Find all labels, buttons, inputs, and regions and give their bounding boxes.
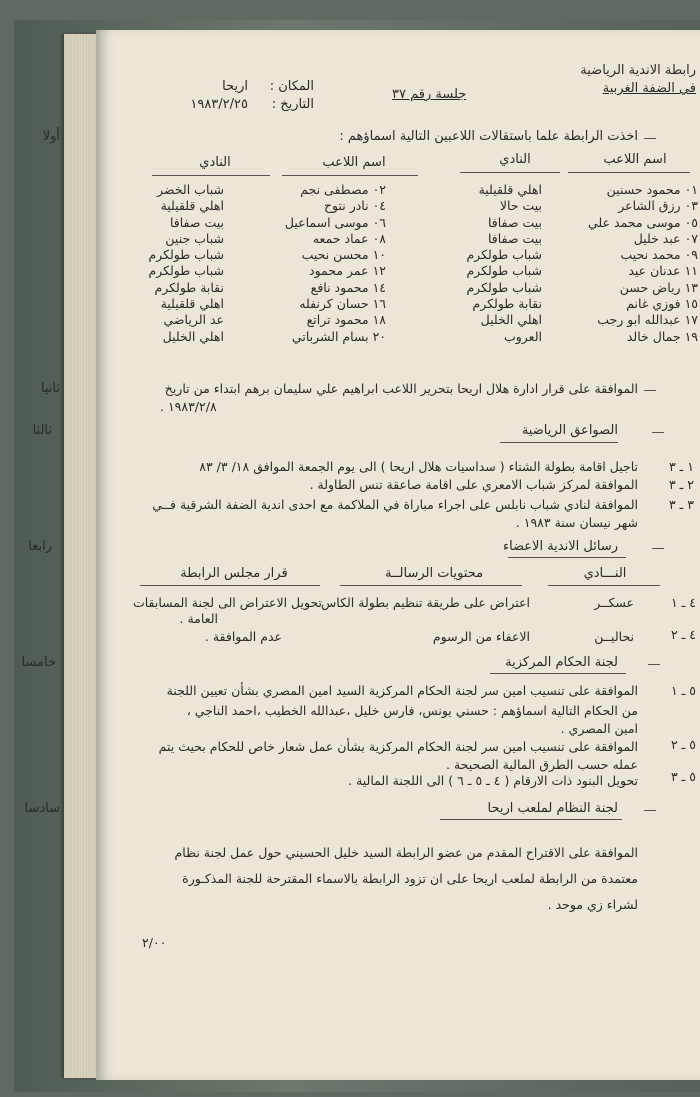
item-text: الموافقة لمركز شباب الامعري على اقامة صاعقة تنس الطاولة . [309, 477, 638, 492]
club-name: نقابة طولكرم [472, 296, 542, 312]
row-club: نحاليــن [594, 629, 634, 644]
row-decision-cont: العامة . [179, 611, 218, 626]
item-text: امين المصري . [560, 721, 638, 736]
player-name: ٢٠ بسام الشرباتي [291, 328, 386, 344]
section-1-number: أولا [42, 129, 60, 144]
col-rule [460, 172, 560, 173]
player-name: ١٥ فوزي غانم [626, 296, 698, 312]
section-dash [648, 664, 660, 665]
club-name: شباب طولكرم [148, 263, 224, 279]
club-name: اهلي الخليل [162, 328, 224, 344]
item-number: ٥ ـ ٢ [670, 737, 696, 752]
player-name: ٠٦ موسى اسماعيل [284, 214, 386, 230]
player-name: ١٢ عمر محمود [309, 263, 386, 279]
col-rule [568, 172, 690, 173]
section-1-title: اخذت الرابطة علما باستقالات اللاعبين التالية اسماؤهم : [339, 129, 638, 144]
section-3-number: ثالثا [32, 423, 52, 438]
place-value: اريحا [222, 79, 248, 94]
section-3-title: الصواعق الرياضية [521, 423, 618, 438]
section-6-line-2: معتمدة من الرابطة لملعب اريحا على ان تزود الرابطة بالاسماء المقترحة للجنة المذكـورة [182, 871, 638, 886]
col-rule [140, 585, 320, 586]
col-club-header: النـــادي [583, 566, 627, 581]
section-dash [644, 390, 656, 391]
title-underline [440, 819, 622, 820]
page-edges [64, 34, 100, 1078]
club-name: بيت صفافا [487, 230, 542, 246]
club-name: العروب [503, 328, 542, 344]
col-rule [548, 585, 660, 586]
page-number: ٢/٠٠ [142, 935, 167, 950]
col-player-header: اسم اللاعب [603, 152, 667, 167]
club-name: بيت حالا [499, 198, 542, 214]
col-club-header: النادي [499, 152, 531, 167]
col-rule [340, 585, 522, 586]
col-club-header: النادي [199, 155, 231, 170]
right-clubs-list [442, 182, 542, 345]
item-text: عمله حسب الطرق المالية الصحيحة . [446, 757, 638, 772]
section-4-number: رابعا [28, 539, 52, 554]
section-dash [644, 810, 656, 811]
club-name: نقابة طولكرم [154, 279, 224, 295]
player-name: ١١ عدنان عيد [628, 263, 698, 279]
item-text: شهر نيسان سنة ١٩٨٣ . [515, 515, 638, 530]
org-line-1: رابطة الاندية الرياضية [580, 63, 696, 78]
player-name: ٠٧ عبد خليل [633, 230, 698, 246]
date-value: ١٩٨٣/٢/٢٥ [190, 97, 248, 112]
right-players-list [570, 182, 698, 345]
row-club: عسكــر [594, 595, 634, 610]
title-underline [500, 442, 618, 443]
player-name: ١٤ محمود نافع [310, 279, 386, 295]
section-dash [652, 548, 664, 549]
club-name: شباب طولكرم [466, 247, 542, 263]
left-clubs-list [124, 182, 224, 345]
player-name: ١٠ محسن نحيب [301, 247, 386, 263]
player-name: ١٦ حسان كرنفله [299, 296, 386, 312]
club-name: اهلي الخليل [480, 312, 542, 328]
item-text: الموافقة لنادي شباب نابلس على اجراء مباراة في الملاكمة مع احدى اندية الضفة الشرقية فــي [152, 497, 638, 512]
club-name: بيت صفافا [487, 214, 542, 230]
player-name: ٠٢ مصطفى نجم [300, 182, 386, 197]
item-number: ٥ ـ ٣ [670, 769, 696, 784]
row-content: الاعفاء من الرسوم [432, 629, 530, 644]
col-rule [282, 175, 418, 176]
player-name: ١٨ محمود تراتع [306, 312, 386, 328]
row-number: ٤ ـ ٢ [670, 627, 696, 642]
col-decision-header: قرار مجلس الرابطة [180, 566, 288, 581]
col-rule [152, 175, 270, 176]
session-number: جلسة رقم ٣٧ [392, 87, 467, 102]
club-name: اهلي قلقيلية [160, 296, 224, 312]
club-name: عد الرياضي [163, 312, 224, 328]
club-name: شباب طولكرم [466, 279, 542, 295]
col-player-header: اسم اللاعب [322, 155, 386, 170]
row-number: ٤ ـ ١ [670, 595, 696, 610]
section-6-title: لجنة النظام لملعب اريحا [487, 801, 618, 816]
player-name: ٠٣ رزق الشاعر [618, 198, 698, 214]
player-name: ١٣ رياض حسن [619, 279, 698, 295]
club-name: اهلي قلقيلية [478, 182, 542, 197]
player-name: ١٧ عبدالله ابو رجب [597, 312, 698, 328]
section-2-line-2: ١٩٨٣/٢/٨ . [160, 399, 217, 414]
club-name: شباب جنين [165, 230, 224, 246]
section-dash [644, 138, 656, 139]
player-name: ٠٨ عماد حمعه [312, 230, 386, 246]
club-name: اهلي قلقيلية [160, 198, 224, 214]
title-underline [508, 557, 626, 558]
player-name: ٠١ محمود حسنين [606, 182, 698, 197]
place-label: المكان : [269, 79, 314, 94]
title-underline [490, 673, 626, 674]
col-content-header: محتويات الرسالــة [384, 566, 484, 581]
club-name: شباب طولكرم [466, 263, 542, 279]
section-6-line-1: الموافقة على الاقتراح المقدم من عضو الرابطة السيد خليل الحسيني حول عمل لجنة نظام [174, 845, 638, 860]
org-line-2: في الضفة الغربية [602, 81, 696, 96]
date-label: التاريخ : [271, 97, 314, 112]
item-text: الموافقة على تنسيب امين سر لجنة الحكام المركزية بشأن عمل شعار خاص للحكام بحيث يتم [158, 739, 638, 754]
section-5-title: لجنة الحكام المركزية [505, 655, 618, 670]
player-name: ٠٥ موسى محمد علي [588, 214, 698, 230]
item-text: تحويل البنود ذات الارقام ( ٤ ـ ٥ ـ ٦ ) الى اللجنة المالية . [348, 773, 638, 788]
row-decision: عدم الموافقة . [204, 629, 282, 644]
section-2-line-1: الموافقة على قرار ادارة هلال اريحا بتحرير اللاعب ابراهيم علي سليمان برهم ابتداء من تاريخ [164, 381, 638, 396]
row-content: اعتراض على طريقة تنظيم بطولة الكاس [321, 595, 530, 610]
club-name: شباب الخضر [157, 182, 224, 197]
section-2-number: ثانيا [40, 381, 60, 396]
section-4-title: رسائل الاندية الاعضاء [502, 539, 618, 554]
left-players-list [266, 182, 386, 345]
section-5-number: خامسا [21, 655, 56, 670]
player-name: ٠٤ نادر نتوح [323, 198, 386, 214]
item-text: تاجيل اقامة بطولة الشتاء ( سداسيات هلال اريحا ) الى يوم الجمعة الموافق ١٨/ ٣/ ٨٣ [199, 459, 638, 474]
club-name: شباب طولكرم [148, 247, 224, 263]
item-number: ٥ ـ ١ [670, 683, 696, 698]
club-name: بيت صفافا [169, 214, 224, 230]
item-text: الموافقة على تنسيب امين سر لجنة الحكام المركزية السيد امين المصري بشأن تعيين اللجنة [166, 683, 638, 698]
section-dash [652, 432, 664, 433]
section-6-number: سادسا [24, 801, 60, 816]
item-number: ١ ـ ٣ [668, 459, 694, 474]
player-name: ١٩ جمال خالد [626, 328, 698, 344]
section-6-line-3: لشراء زي موحد . [547, 897, 638, 912]
item-number: ٣ ـ ٣ [668, 497, 694, 512]
row-decision: تحويل الاعتراض الى لجنة المسابقات [132, 595, 322, 610]
item-number: ٢ ـ ٣ [668, 477, 694, 492]
item-text: من الحكام التالية اسماؤهم : حسني يونس، فارس خليل ،عبدالله الخطيب ،احمد الناجي ، [186, 703, 638, 718]
player-name: ٠٩ محمد نحيب [620, 247, 698, 263]
